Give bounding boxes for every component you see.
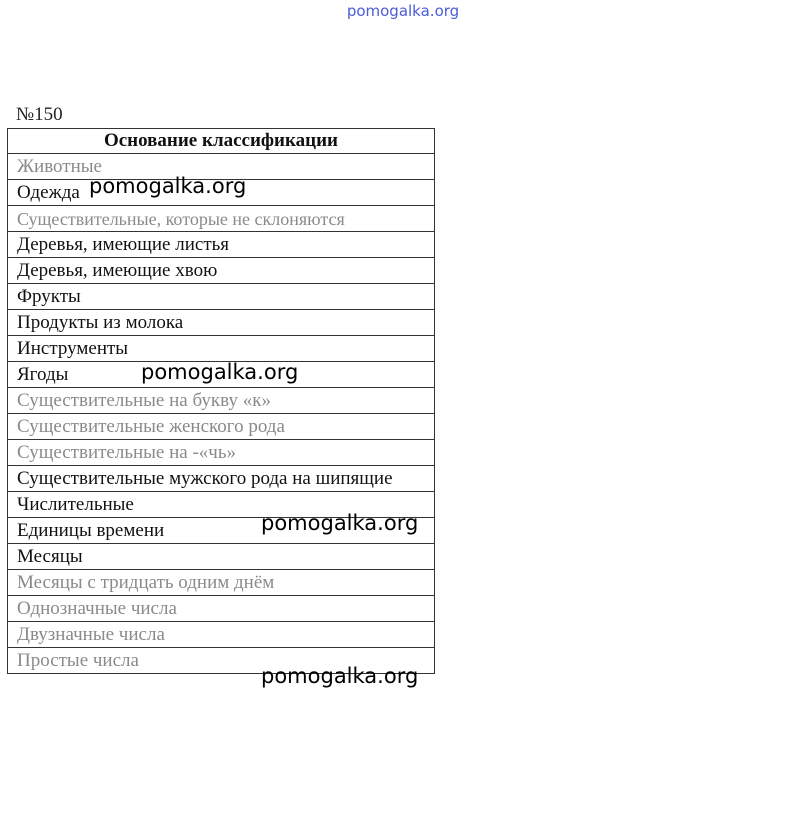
table-cell: Месяцы — [8, 544, 435, 570]
site-header-link[interactable]: pomogalka.org — [346, 2, 460, 20]
table-cell: Деревья, имеющие листья — [8, 232, 435, 258]
watermark: pomogalka.org — [261, 664, 419, 688]
classification-table — [7, 128, 435, 674]
table-cell: Существительные женского рода — [8, 414, 435, 440]
table-cell: Существительные на букву «к» — [8, 388, 435, 414]
table-cell: Фрукты — [8, 284, 435, 310]
table-row — [8, 570, 435, 596]
table-cell: Месяцы с тридцать одним днём — [8, 570, 435, 596]
table-row — [8, 206, 435, 232]
table-cell: Однозначные числа — [8, 596, 435, 622]
table-row — [8, 310, 435, 336]
table-cell: Существительные на -«чь» — [8, 440, 435, 466]
table-row — [8, 440, 435, 466]
table-cell: Простые числа — [8, 648, 435, 674]
table-row — [8, 284, 435, 310]
watermark: pomogalka.org — [261, 511, 419, 535]
table-row — [8, 258, 435, 284]
table-cell: Существительные мужского рода на шипящие — [8, 466, 435, 492]
table-row — [8, 388, 435, 414]
watermark: pomogalka.org — [89, 174, 247, 198]
table-cell: Числительные — [8, 492, 435, 518]
table-cell: Ягоды — [8, 362, 435, 388]
table-row — [8, 544, 435, 570]
table-row — [8, 466, 435, 492]
watermark: pomogalka.org — [141, 360, 299, 384]
table-header-row — [8, 129, 435, 154]
table-cell: Двузначные числа — [8, 622, 435, 648]
table-row — [8, 622, 435, 648]
table-cell: Животные — [8, 154, 435, 180]
table-row — [8, 414, 435, 440]
table-cell: Деревья, имеющие хвою — [8, 258, 435, 284]
table-cell: Единицы времени — [8, 518, 435, 544]
table-row — [8, 596, 435, 622]
column-header: Основание классификации — [8, 129, 435, 154]
task-number: №150 — [16, 104, 63, 125]
table-cell: Одежда — [8, 180, 435, 206]
table-cell: Инструменты — [8, 336, 435, 362]
table-row — [8, 336, 435, 362]
table-row — [8, 232, 435, 258]
table-cell: Существительные, которые не склоняются — [8, 206, 435, 232]
table-cell: Продукты из молока — [8, 310, 435, 336]
